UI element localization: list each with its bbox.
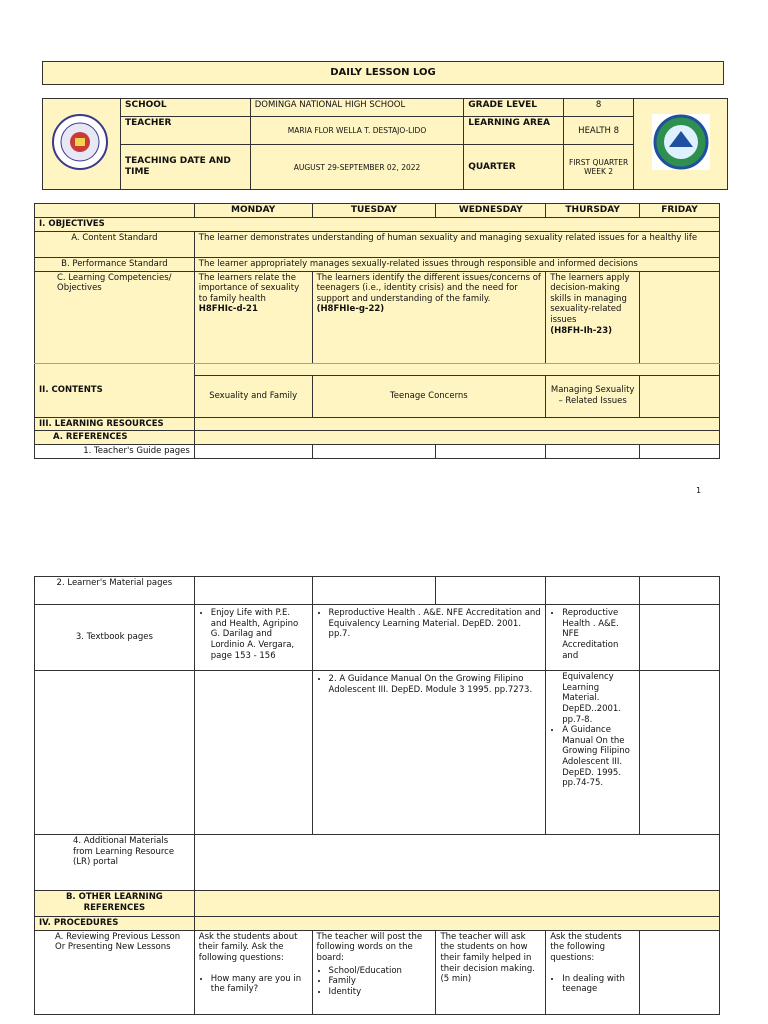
procedure-thursday-text: Ask the students the following questions: <box>550 931 622 963</box>
content-tuesday: Teenage Concerns <box>312 375 546 417</box>
textbook-thursday-2 <box>546 671 640 835</box>
textbook-tuesday <box>312 605 546 671</box>
competency-monday-text: The learners relate the importance of sexuality to family health <box>198 272 300 304</box>
procedure-thursday <box>546 930 640 1014</box>
quarter-label: QUARTER <box>464 145 564 190</box>
textbook-thursday <box>546 605 640 671</box>
competency-tuesday-text: The learners identify the different issues/concerns of teenagers (i.e., identity crisis) and the need for support and understanding of the family. <box>316 272 541 304</box>
textbook-tuesday-ref-1: • Reproductive Health . A&E. NFE Accreditation and Equivalency Learning Material. DepED. 2001. pp.7. <box>329 608 542 640</box>
document-title: DAILY LESSON LOG <box>42 61 724 85</box>
textbook-tuesday-2 <box>312 671 546 835</box>
row-label-textbook: 3. Textbook pages <box>35 605 195 671</box>
learning-area-label: LEARNING AREA <box>464 117 564 145</box>
teaching-date-value: AUGUST 29-SEPTEMBER 02, 2022 <box>250 145 464 190</box>
day-header-tuesday: TUESDAY <box>312 204 436 218</box>
teacher-value: MARIA FLOR WELLA T. DESTAJO-LIDO <box>250 117 464 145</box>
procedure-tuesday-text: The teacher will post the following words on the board: <box>316 931 423 963</box>
procedure-tuesday-item: • Family <box>329 976 432 987</box>
procedure-monday-text: Ask the students about their family. Ask the following questions: <box>198 931 298 963</box>
textbook-tuesday-ref-2: • 2. A Guidance Manual On the Growing Filipino Adolescent III. DepED. Module 3 1995. pp.7273. <box>329 674 542 695</box>
textbook-thursday-ref-2: Equivalency Learning Material. DepED..2001. pp.7-8. <box>562 672 622 725</box>
row-label-content-standard: A. Content Standard <box>35 231 195 257</box>
performance-standard-text: The learner appropriately manages sexually-related issues through responsible and informed decisions <box>194 257 719 271</box>
competency-thursday-code: (H8FH-Ih-23) <box>550 325 613 336</box>
procedure-tuesday <box>312 930 436 1014</box>
day-header-wednesday: WEDNESDAY <box>436 204 546 218</box>
learning-area-value: HEALTH 8 <box>564 117 634 145</box>
lesson-log-table-page-1 <box>34 203 720 459</box>
textbook-monday <box>194 605 312 671</box>
competency-tuesday-code: (H8FHIe-g-22) <box>316 304 385 315</box>
procedure-tuesday-item: • School/Education <box>329 966 432 977</box>
row-label-competencies: C. Learning Competencies/ Objectives <box>35 271 195 363</box>
teacher-label: TEACHER <box>120 117 250 145</box>
deped-seal-icon <box>47 112 113 172</box>
teaching-date-label: TEACHING DATE AND TIME <box>120 145 250 190</box>
procedure-monday <box>194 930 312 1014</box>
content-thursday: Managing Sexuality – Related Issues <box>546 375 640 417</box>
school-logo-cell <box>634 99 728 190</box>
row-label-reviewing: A. Reviewing Previous Lesson Or Presenting New Lessons <box>35 930 195 1014</box>
school-logo-icon <box>651 113 711 171</box>
textbook-thursday-ref-1: • Reproductive Health . A&E. NFE Accreditation and <box>562 608 635 661</box>
day-header-monday: MONDAY <box>194 204 312 218</box>
textbook-monday-ref: • Enjoy Life with P.E. and Health, Agripino G. Darilag and Lordinio A. Vergara, page 153 - 156 <box>211 608 308 661</box>
section-contents: II. CONTENTS <box>35 363 195 417</box>
procedure-tuesday-item: • Identity <box>329 987 432 998</box>
section-objectives: I. OBJECTIVES <box>35 218 720 232</box>
procedure-thursday-question: • In dealing with teenage <box>562 974 635 995</box>
procedure-monday-question: • How many are you in the family? <box>211 974 308 995</box>
school-value: DOMINGA NATIONAL HIGH SCHOOL <box>250 99 464 117</box>
section-other-references: B. OTHER LEARNING REFERENCES <box>35 891 195 917</box>
competency-monday <box>194 271 312 363</box>
day-header-friday: FRIDAY <box>640 204 720 218</box>
competency-monday-code: H8FHIc-d-21 <box>198 304 258 315</box>
page-number: 1 <box>696 486 702 495</box>
school-info-table <box>42 98 728 190</box>
content-standard-text: The learner demonstrates understanding of human sexuality and managing sexuality related issues for a healthy life <box>194 231 719 257</box>
content-monday: Sexuality and Family <box>194 375 312 417</box>
deped-seal-cell <box>43 99 121 190</box>
row-label-performance-standard: B. Performance Standard <box>35 257 195 271</box>
competency-thursday-text: The learners apply decision-making skills in managing sexuality-related issues <box>550 272 630 325</box>
procedure-wednesday: The teacher will ask the students on how their family helped in their decision making. (5 min) <box>436 930 546 1014</box>
row-label-teachers-guide: 1. Teacher's Guide pages <box>35 444 195 458</box>
lesson-log-table-page-2 <box>34 576 720 1015</box>
section-references: A. REFERENCES <box>35 431 195 445</box>
grade-level-label: GRADE LEVEL <box>464 99 564 117</box>
competency-tuesday <box>312 271 546 363</box>
day-header-thursday: THURSDAY <box>546 204 640 218</box>
row-label-additional-materials: 4. Additional Materials from Learning Resource (LR) portal <box>35 835 195 891</box>
textbook-thursday-ref-3: • A Guidance Manual On the Growing Filipino Adolescent III. DepED. 1995. pp.74-75. <box>562 725 635 789</box>
competency-thursday <box>546 271 640 363</box>
quarter-value: FIRST QUARTER WEEK 2 <box>564 145 634 190</box>
section-procedures: IV. PROCEDURES <box>35 917 195 931</box>
grade-level-value: 8 <box>564 99 634 117</box>
school-label: SCHOOL <box>120 99 250 117</box>
row-label-learners-material: 2. Learner's Material pages <box>35 577 195 605</box>
section-learning-resources: III. LEARNING RESOURCES <box>35 417 195 431</box>
